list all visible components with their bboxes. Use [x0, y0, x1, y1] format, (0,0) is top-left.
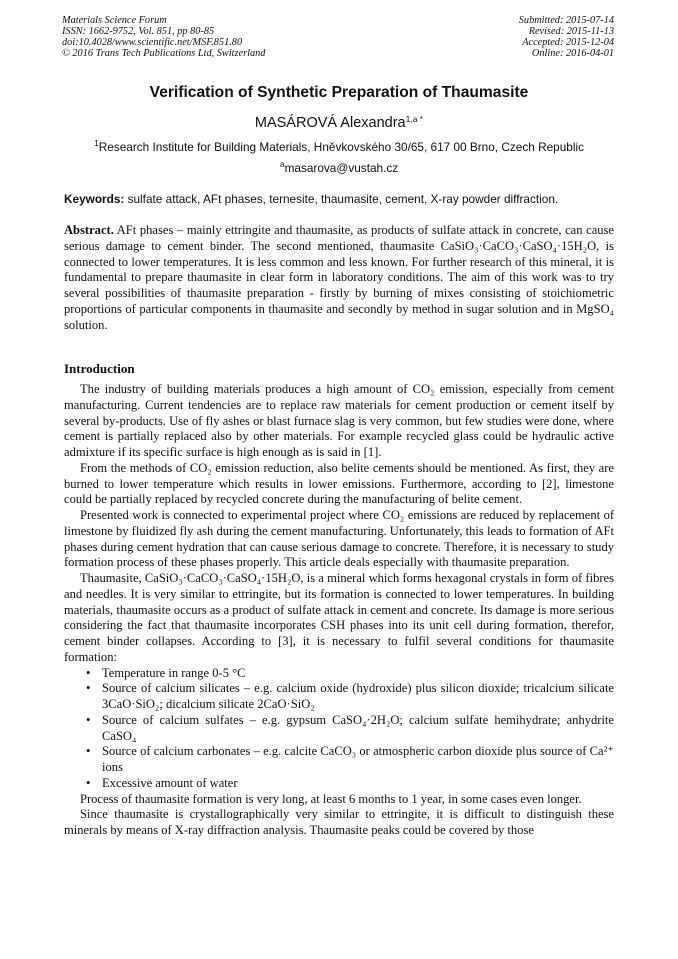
- paragraph: The industry of building materials produces a high amount of CO₂ emission, especially from cement manufacturing. Current tendencies are to replace raw materials for cement production or cement itself by several by-products. Use of fly ashes or blast furnace slag is very common, but few studies were done, where cement is partially replaced also by other materials. For example recycled glass could be hydraulic active admixture if its specific surface is high enough as is said in [1].: [64, 382, 614, 459]
- formula-co2: CO₂: [382, 508, 405, 522]
- author-name: MASÁROVÁ Alexandra: [254, 115, 406, 131]
- email-address[interactable]: masarova@vustah.cz: [284, 161, 399, 175]
- keywords: [64, 192, 620, 206]
- date-online: Online: 2016-04-01: [531, 48, 614, 59]
- author-line: [0, 114, 678, 131]
- email-line: [0, 159, 678, 175]
- list-item: • Temperature in range 0-5 °C: [86, 665, 246, 680]
- formula-mgso4: MgSO₄: [576, 301, 614, 316]
- paper-title: Verification of Synthetic Preparation of Thaumasite: [149, 84, 529, 101]
- paragraph: Thaumasite, CaSiO₃·CaCO₃·CaSO₄·15H₂O, is a mineral which forms hexagonal crystals in form of fibres and needles. It is very similar to ettringite, but its formation is connected to lower temperatures. In building materials, thaumasite occurs as a product of sulfate attack in cement and concrete. Its damage is more serious considering the fact that thaumasite incorporates CSH phases into its unit cell during formation, therefor, cement binder collapses. According to [3], it is necessary to fulfil several conditions for thaumasite formation:: [64, 571, 614, 664]
- introduction-body: [64, 382, 614, 839]
- bullet-icon: •: [86, 681, 91, 696]
- list-item: • Excessive amount of water: [86, 775, 238, 790]
- conditions-list: [64, 666, 614, 792]
- email-superscript: a: [279, 159, 285, 169]
- formula-co2: CO₂: [189, 460, 212, 475]
- affiliation-text: Research Institute for Building Materials, Hněvkovského 30/65, 617 00 Brno, Czech Republic: [98, 140, 584, 154]
- section-heading-introduction: Introduction: [64, 361, 135, 376]
- journal-info: [62, 15, 265, 59]
- date-accepted: Accepted: 2015-12-04: [522, 37, 614, 48]
- list-item: • Source of calcium silicates – e.g. calcium oxide (hydroxide) plus silicon dioxide; tricalcium silicate 3CaO·SiO₂; dicalcium silicate 2CaO·SiO₂: [86, 681, 614, 711]
- formula-thaumasite: CaSiO₃·CaCO₃·CaSO₄·15H₂O,: [440, 238, 600, 253]
- keywords-label: Keywords:: [64, 192, 125, 206]
- abstract: Abstract. AFt phases – mainly ettringite and thaumasite, as products of sulfate attack in concrete, can cause serious damage to cement binder. The second mentioned, thaumasite CaSiO₃·CaCO₃·CaSO₄·15H₂O, is connected to lower temperatures. It is less common and less known. For further research of this mineral, it is fundamental to prepare thaumasite in clear form in laboratory conditions. The aim of this work was to try several possibilities of thaumasite preparation - firstly by burning of mixes consisting of stoichiometric proportions of particular components in thaumasite and secondly by method in sugar solution and in MgSO₄ solution.: [64, 223, 615, 332]
- bullet-icon: •: [86, 775, 91, 790]
- affiliation: [0, 138, 678, 154]
- paragraph: Process of thaumasite formation is very long, at least 6 months to 1 year, in some cases even longer.: [80, 791, 582, 806]
- list-item: • Source of calcium carbonates – e.g. calcite CaCO₃ or atmospheric carbon dioxide plus source of Ca²⁺ ions: [86, 744, 614, 774]
- formula-thaumasite: CaSiO₃·CaCO₃·CaSO₄·15H₂O,: [144, 571, 304, 585]
- affiliation-superscript: 1: [94, 138, 99, 148]
- paragraph: From the methods of CO₂ emission reduction, also belite cements should be mentioned. As first, they are burned to lower temperature which results in lower emissions. Furthermore, according to [2], limestone could be partially replaced by recycled concrete during the manufacturing of belite cement.: [64, 460, 614, 507]
- bullet-icon: •: [86, 665, 91, 680]
- author-superscript: 1,a *: [405, 114, 424, 124]
- bullet-icon: •: [86, 712, 91, 727]
- formula-co2: CO₂: [412, 382, 435, 396]
- journal-doi: doi:10.4028/www.scientific.net/MSF.851.80: [62, 37, 243, 48]
- journal-name: Materials Science Forum: [62, 15, 167, 26]
- paragraph: Since thaumasite is crystallographically very similar to ettringite, it is difficult to distinguish these minerals by means of X-ray diffraction analysis. Thaumasite peaks could be covered by those: [64, 807, 614, 837]
- keywords-text: sulfate attack, AFt phases, ternesite, thaumasite, cement, X-ray powder diffraction.: [127, 192, 559, 206]
- submission-dates: [519, 15, 614, 59]
- abstract-label: Abstract.: [64, 223, 114, 237]
- bullet-icon: •: [86, 744, 91, 759]
- paragraph: Presented work is connected to experimental project where CO₂ emissions are reduced by replacement of limestone by fluidized fly ash during the cement manufacturing. Unfortunately, this leads to formation of AFt phases during cement hydration that can cause serious damage to concrete. Therefore, it is necessary to study formation process of these phases properly. This article deals especially with thaumasite preparation.: [64, 508, 615, 570]
- list-item: • Source of calcium sulfates – e.g. gypsum CaSO₄·2H₂O; calcium sulfate hemihydrate; anhydrite CaSO₄: [86, 712, 614, 743]
- date-revised: Revised: 2015-11-13: [528, 26, 614, 37]
- journal-issn: ISSN: 1662-9752, Vol. 851, pp 80-85: [62, 26, 215, 37]
- date-submitted: Submitted: 2015-07-14: [518, 15, 614, 26]
- journal-copyright: © 2016 Trans Tech Publications Ltd, Switzerland: [62, 48, 266, 59]
